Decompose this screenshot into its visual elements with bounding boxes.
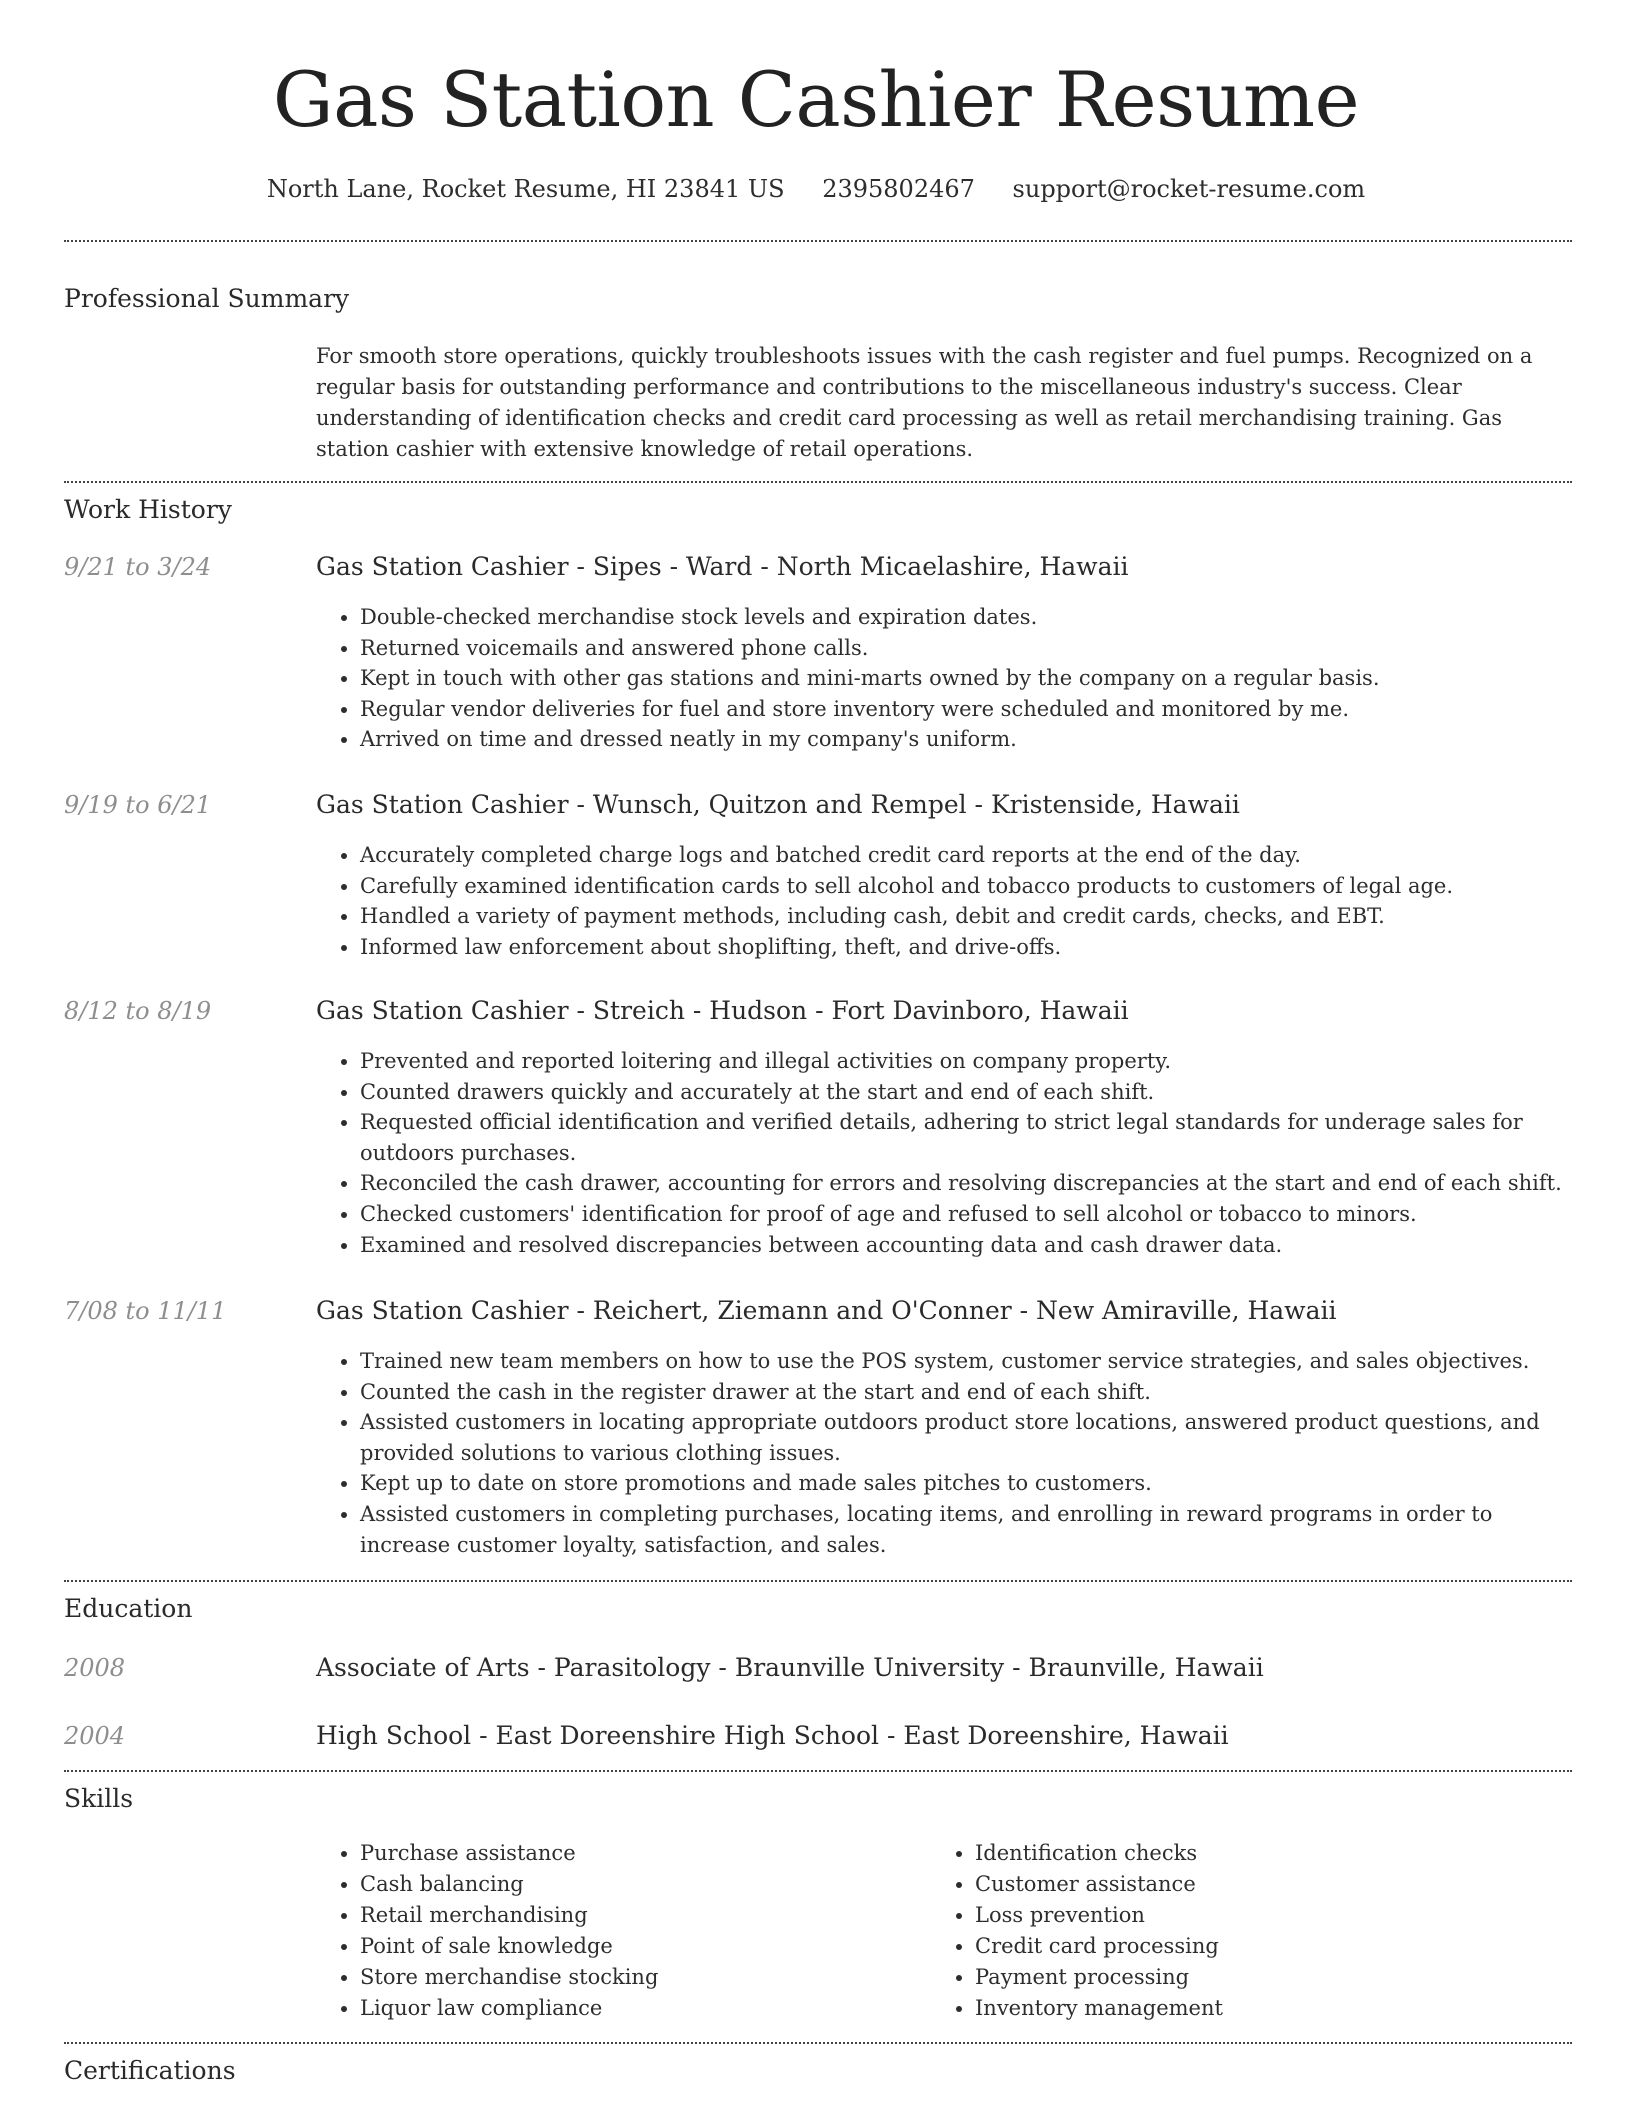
- job-bullets: [316, 1346, 1576, 1560]
- education-title: High School - East Doreenshire High School - East Doreenshire, Hawaii: [316, 1721, 1229, 1750]
- skill-item: • Liquor law compliance: [360, 1993, 876, 2024]
- resume-title: Gas Station Cashier Resume: [272, 55, 1360, 144]
- education-year: 2004: [64, 1722, 126, 1750]
- job-bullet: • Counted the cash in the register drawer at the start and end of each shift.: [360, 1377, 1576, 1408]
- job-title: Gas Station Cashier - Sipes - Ward - North Micaelashire, Hawaii: [316, 552, 1129, 581]
- job-bullet: • Assisted customers in completing purchases, locating items, and enrolling in reward programs in order to increase customer loyalty, satisfaction, and sales.: [360, 1499, 1576, 1560]
- job-bullets: [316, 602, 1576, 755]
- skill-item: • Purchase assistance: [360, 1838, 876, 1869]
- section-heading-education: Education: [64, 1594, 193, 1623]
- job-bullets: [316, 840, 1576, 962]
- job-title: Gas Station Cashier - Reichert, Ziemann and O'Conner - New Amiraville, Hawaii: [316, 1296, 1337, 1325]
- job-bullet: • Informed law enforcement about shoplifting, theft, and drive-offs.: [360, 932, 1576, 963]
- skill-item: • Loss prevention: [975, 1900, 1491, 1931]
- job-dates: 8/12 to 8/19: [64, 997, 212, 1025]
- section-heading-skills: Skills: [64, 1784, 134, 1813]
- job-bullet: • Reconciled the cash drawer, accounting for errors and resolving discrepancies at the start and end of each shift.: [360, 1168, 1576, 1199]
- section-divider: [64, 2042, 1572, 2044]
- job-bullet: • Kept up to date on store promotions and made sales pitches to customers.: [360, 1468, 1576, 1499]
- job-bullet: • Double-checked merchandise stock levels and expiration dates.: [360, 602, 1576, 633]
- skill-item: • Retail merchandising: [360, 1900, 876, 1931]
- job-dates: 9/21 to 3/24: [64, 553, 212, 581]
- skill-item: • Credit card processing: [975, 1931, 1491, 1962]
- section-divider: [64, 240, 1572, 242]
- job-bullet: • Kept in touch with other gas stations and mini-marts owned by the company on a regular basis.: [360, 663, 1576, 694]
- contact-address: North Lane, Rocket Resume, HI 23841 US: [266, 175, 785, 203]
- skills-list-left: [316, 1838, 876, 2024]
- summary-text: For smooth store operations, quickly troubleshoots issues with the cash register and fuel pumps. Recognized on a regular basis for outstanding performance and contributions to the miscellaneous industry's success. Clear understanding of identification checks and credit card processing as well as retail merchandising training. Gas station cashier with extensive knowledge of retail operations.: [316, 344, 1533, 461]
- section-divider: [64, 1580, 1572, 1582]
- job-title: Gas Station Cashier - Wunsch, Quitzon and Rempel - Kristenside, Hawaii: [316, 790, 1240, 819]
- education-title: Associate of Arts - Parasitology - Braunville University - Braunville, Hawaii: [316, 1653, 1264, 1682]
- skill-item: • Cash balancing: [360, 1869, 876, 1900]
- job-bullet: • Arrived on time and dressed neatly in my company's uniform.: [360, 724, 1576, 755]
- job-bullet: • Returned voicemails and answered phone calls.: [360, 633, 1576, 664]
- job-bullet: • Trained new team members on how to use the POS system, customer service strategies, and sales objectives.: [360, 1346, 1576, 1377]
- section-heading-work: Work History: [64, 495, 232, 524]
- section-heading-certifications: Certifications: [64, 2056, 236, 2085]
- job-bullet: • Examined and resolved discrepancies between accounting data and cash drawer data.: [360, 1230, 1576, 1261]
- skill-item: • Payment processing: [975, 1962, 1491, 1993]
- job-bullet: • Assisted customers in locating appropriate outdoors product store locations, answered product questions, and provided solutions to various clothing issues.: [360, 1407, 1576, 1468]
- skill-item: • Customer assistance: [975, 1869, 1491, 1900]
- skill-item: • Identification checks: [975, 1838, 1491, 1869]
- job-bullets: [316, 1046, 1576, 1260]
- job-bullet: • Regular vendor deliveries for fuel and store inventory were scheduled and monitored by me.: [360, 694, 1576, 725]
- job-bullet: • Checked customers' identification for proof of age and refused to sell alcohol or tobacco to minors.: [360, 1199, 1576, 1230]
- job-bullet: • Requested official identification and verified details, adhering to strict legal standards for underage sales for outdoors purchases.: [360, 1107, 1576, 1168]
- job-dates: 9/19 to 6/21: [64, 791, 212, 819]
- job-bullet: • Handled a variety of payment methods, including cash, debit and credit cards, checks, and EBT.: [360, 901, 1576, 932]
- job-title: Gas Station Cashier - Streich - Hudson - Fort Davinboro, Hawaii: [316, 996, 1129, 1025]
- job-bullet: • Prevented and reported loitering and illegal activities on company property.: [360, 1046, 1576, 1077]
- skill-item: • Inventory management: [975, 1993, 1491, 2024]
- contact-email: support@rocket-resume.com: [1012, 175, 1366, 203]
- skill-item: • Point of sale knowledge: [360, 1931, 876, 1962]
- job-bullet: • Counted drawers quickly and accurately at the start and end of each shift.: [360, 1077, 1576, 1108]
- section-divider: [64, 481, 1572, 483]
- job-bullet: • Accurately completed charge logs and batched credit card reports at the end of the day.: [360, 840, 1576, 871]
- skills-list-right: [931, 1838, 1491, 2024]
- job-dates: 7/08 to 11/11: [64, 1297, 227, 1325]
- contact-phone: 2395802467: [822, 175, 975, 203]
- contact-line: [0, 172, 1632, 206]
- job-bullet: • Carefully examined identification cards to sell alcohol and tobacco products to customers of legal age.: [360, 871, 1576, 902]
- skill-item: • Store merchandise stocking: [360, 1962, 876, 1993]
- education-year: 2008: [64, 1654, 126, 1682]
- section-divider: [64, 1770, 1572, 1772]
- section-heading-summary: Professional Summary: [64, 284, 350, 313]
